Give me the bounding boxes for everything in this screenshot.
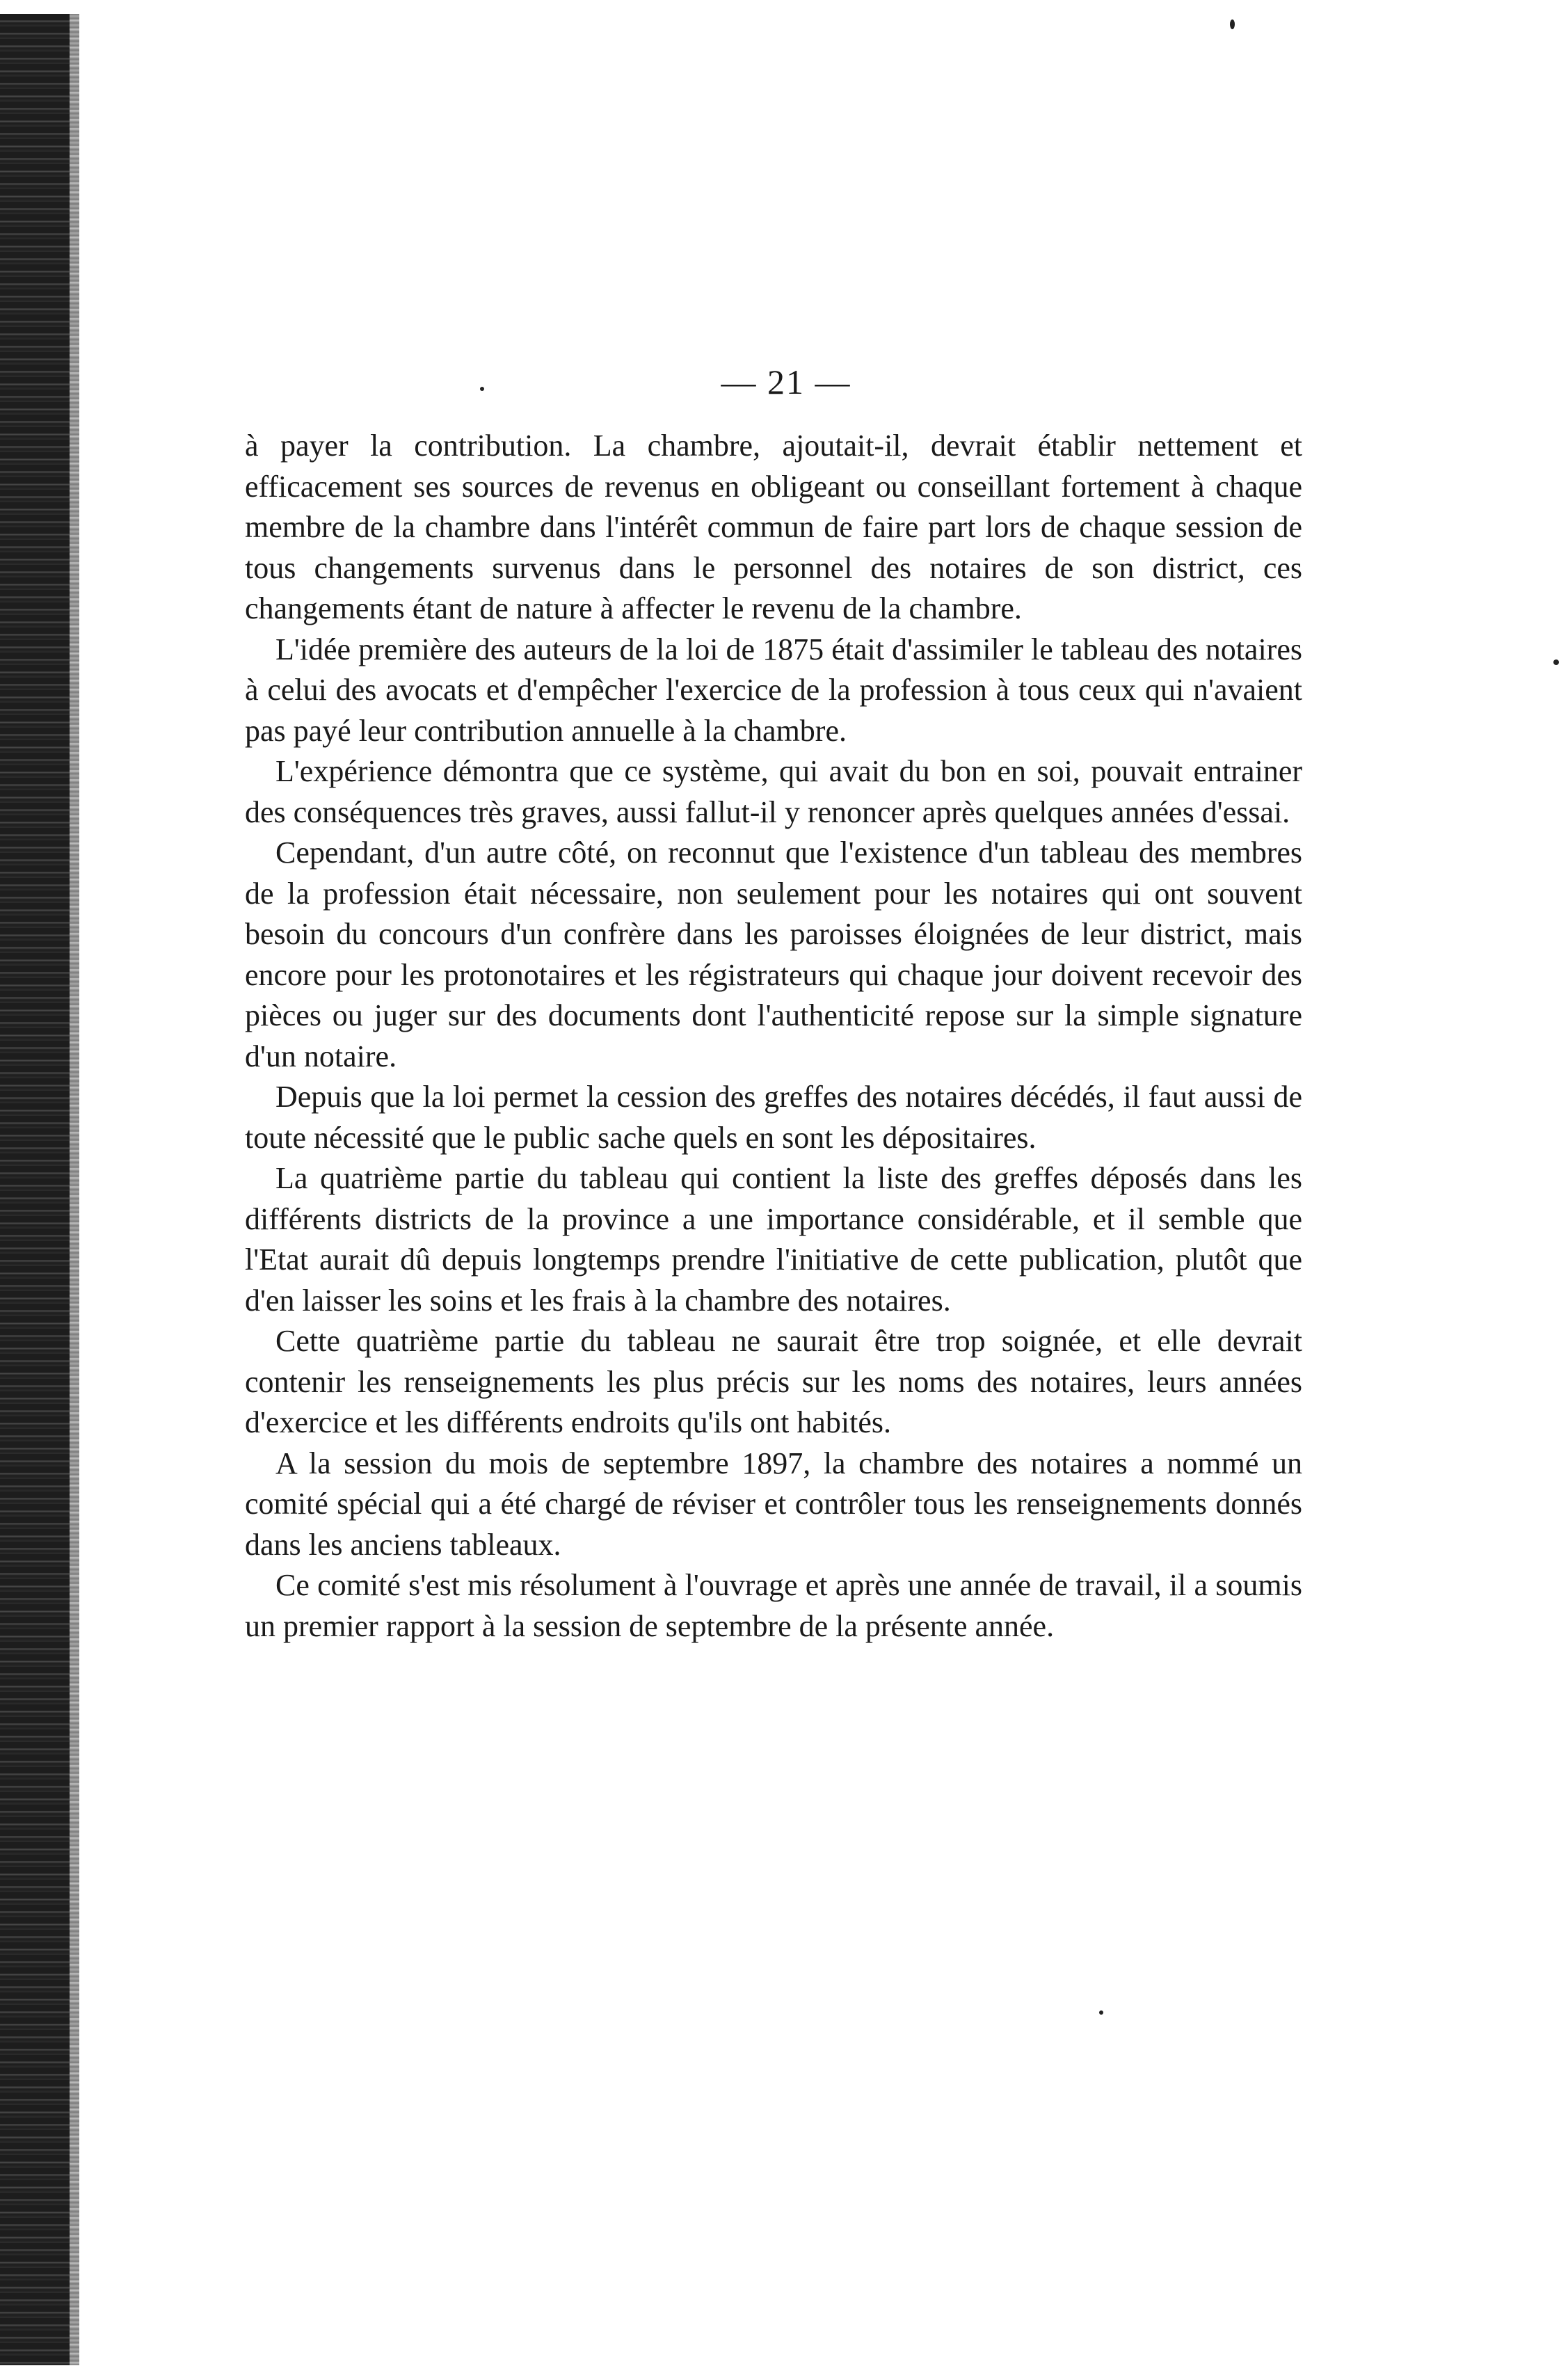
- page-binding-edge: [0, 14, 70, 2365]
- scan-speck: [1099, 2010, 1103, 2015]
- paragraph: à payer la contribution. La chambre, ajoutait-il, devrait établir nettement et efficacement ses sources de revenus en obligeant ou conseillant fortement à chaque membre de la chambre dans l'intérêt commun de faire part lors de chaque session de tous changements survenus dans le personnel des notaires de son district, ces changements étant de nature à affecter le revenu de la chambre.: [245, 429, 1302, 625]
- paragraph: Cependant, d'un autre côté, on reconnut que l'existence d'un tableau des membres de la profession était nécessaire, non seulement pour les notaires qui ont souvent besoin du concours d'un confrère dans les paroisses éloignées de leur district, mais encore pour les protonotaires et les régistrateurs qui chaque jour doivent recevoir des pièces ou juger sur des documents dont l'authenticité repose sur la simple signature d'un notaire.: [245, 835, 1302, 1073]
- scan-speck: [1230, 19, 1235, 29]
- paragraph: L'expérience démontra que ce système, qui avait du bon en soi, pouvait entrainer des conséquences très graves, aussi fallut-il y renoncer après quelques années d'essai.: [245, 754, 1302, 829]
- page-number: — 21 —: [721, 362, 851, 401]
- scan-speck: [480, 387, 484, 391]
- paragraph: La quatrième partie du tableau qui contient la liste des greffes déposés dans les différents districts de la province a une importance considérable, et il semble que l'Etat aurait dû depuis longtemps prendre l'initiative de cette publication, plutôt que d'en laisser les soins et les frais à la chambre des notaires.: [245, 1161, 1302, 1318]
- scan-speck: [1553, 659, 1559, 665]
- paragraph: A la session du mois de septembre 1897, la chambre des notaires a nommé un comité spécial qui a été chargé de réviser et contrôler tous les renseignements donnés dans les anciens tableaux.: [245, 1446, 1302, 1562]
- paragraph: Cette quatrième partie du tableau ne saurait être trop soignée, et elle devrait contenir les renseignements les plus précis sur les noms des notaires, leurs années d'exercice et les différents endroits qu'ils ont habités.: [245, 1324, 1302, 1439]
- paragraph: Depuis que la loi permet la cession des greffes des notaires décédés, il faut aussi de toute nécessité que le public sache quels en sont les dépositaires.: [245, 1080, 1302, 1155]
- body-text: [245, 426, 1302, 1647]
- paragraph: Ce comité s'est mis résolument à l'ouvrage et après une année de travail, il a soumis un premier rapport à la session de septembre de la présente année.: [245, 1568, 1302, 1643]
- paragraph: L'idée première des auteurs de la loi de 1875 était d'assimiler le tableau des notaires à celui des avocats et d'empêcher l'exercice de la profession à tous ceux qui n'avaient pas payé leur contribution annuelle à la chambre.: [245, 632, 1302, 748]
